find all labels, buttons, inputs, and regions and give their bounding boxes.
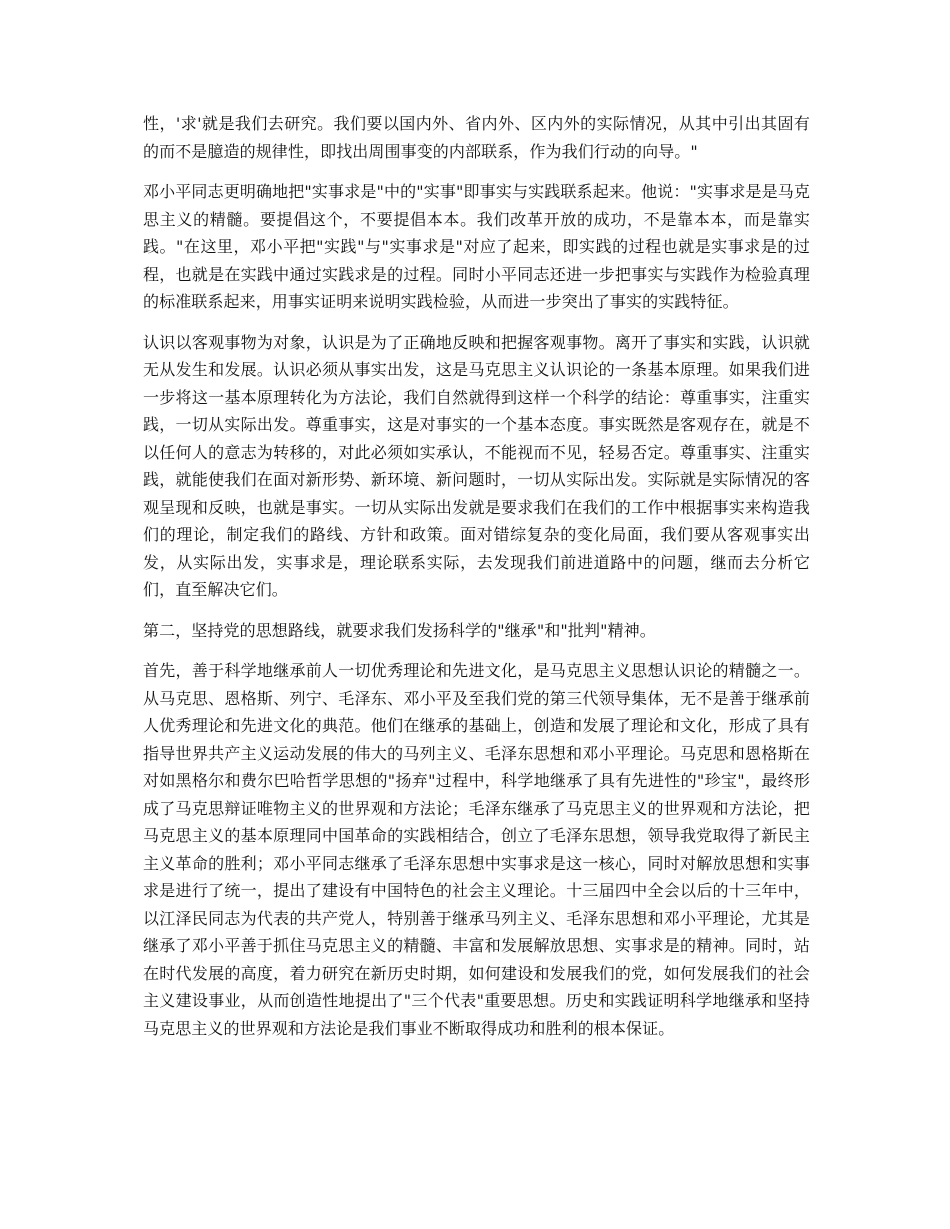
paragraph-inheritance: 首先，善于科学地继承前人一切优秀理论和先进文化，是马克思主义思想认识论的精髓之一。从马克思、恩格斯、列宁、毛泽东、邓小平及至我们党的第三代领导集体，无不是善于继承前人优秀理论和先进文化的典范。他们在继承的基础上，创造和发展了理论和文化，形成了具有指导世界共产主义运动发展的伟大的马列主义、毛泽东思想和邓小平理论。马克思和恩格斯在对如黑格尔和费尔巴哈哲学思想的"扬弃"过程中，科学地继承了具有先进性的"珍宝"，最终形成了马克思辩证唯物主义的世界观和方法论；毛泽东继承了马克思主义的世界观和方法论，把马克思主义的基本原理同中国革命的实践相结合，创立了毛泽东思想，领导我党取得了新民主主义革命的胜利；邓小平同志继承了毛泽东思想中实事求是这一核心，同时对解放思想和实事求是进行了统一，提出了建设有中国特色的社会主义理论。十三届四中全会以后的十三年中，以江泽民同志为代表的共产党人，特别善于继承马列主义、毛泽东思想和邓小平理论，尤其是继承了邓小平善于抓住马克思主义的精髓、丰富和发展解放思想、实事求是的精神。同时，站在时代发展的高度，着力研究在新历史时期，如何建设和发展我们的党，如何发展我们的社会主义建设事业，从而创造性地提出了"三个代表"重要思想。历史和实践证明科学地继承和坚持马克思主义的世界观和方法论是我们事业不断取得成功和胜利的根本保证。	[143, 661, 810, 1038]
paragraph-continued-quote: 性，'求'就是我们去研究。我们要以国内外、省内外、区内外的实际情况，从其中引出其固有的而不是臆造的规律性，即找出周围事变的内部联系，作为我们行动的向导。"	[143, 114, 810, 161]
paragraph-deng-xiaoping: 邓小平同志更明确地把"实事求是"中的"实事"即事实与实践联系起来。他说："实事求是是马克思主义的精髓。要提倡这个，不要提倡本本。我们改革开放的成功，不是靠本本，而是靠实践。"在这里，邓小平把"实践"与"实事求是"对应了起来，即实践的过程也就是实事求是的过程，也就是在实践中通过实践求是的过程。同时小平同志还进一步把事实与实践作为检验真理的标准联系起来，用事实证明来说明实践检验，从而进一步突出了事实的实践特征。	[143, 182, 810, 311]
paragraph-cognition: 认识以客观事物为对象，认识是为了正确地反映和把握客观事物。离开了事实和实践，认识就无从发生和发展。认识必须从事实出发，这是马克思主义认识论的一条基本原理。如果我们进一步将这一基本原理转化为方法论，我们自然就得到这样一个科学的结论：尊重事实，注重实践，一切从实际出发。尊重事实，这是对事实的一个基本态度。事实既然是客观存在，就是不以任何人的意志为转移的，对此必须如实承认，不能视而不见，轻易否定。尊重事实、注重实践，就能使我们在面对新形势、新环境、新问题时，一切从实际出发。实际就是实际情况的客观呈现和反映，也就是事实。一切从实际出发就是要求我们在我们的工作中根据事实来构造我们的理论，制定我们的路线、方针和政策。面对错综复杂的变化局面，我们要从客观事实出发，从实际出发，实事求是，理论联系实际，去发现我们前进道路中的问题，继而去分析它们，直至解决它们。	[143, 332, 810, 599]
paragraph-second-point: 第二，坚持党的思想路线，就要求我们发扬科学的"继承"和"批判"精神。	[143, 620, 656, 640]
document-body	[143, 110, 810, 1055]
